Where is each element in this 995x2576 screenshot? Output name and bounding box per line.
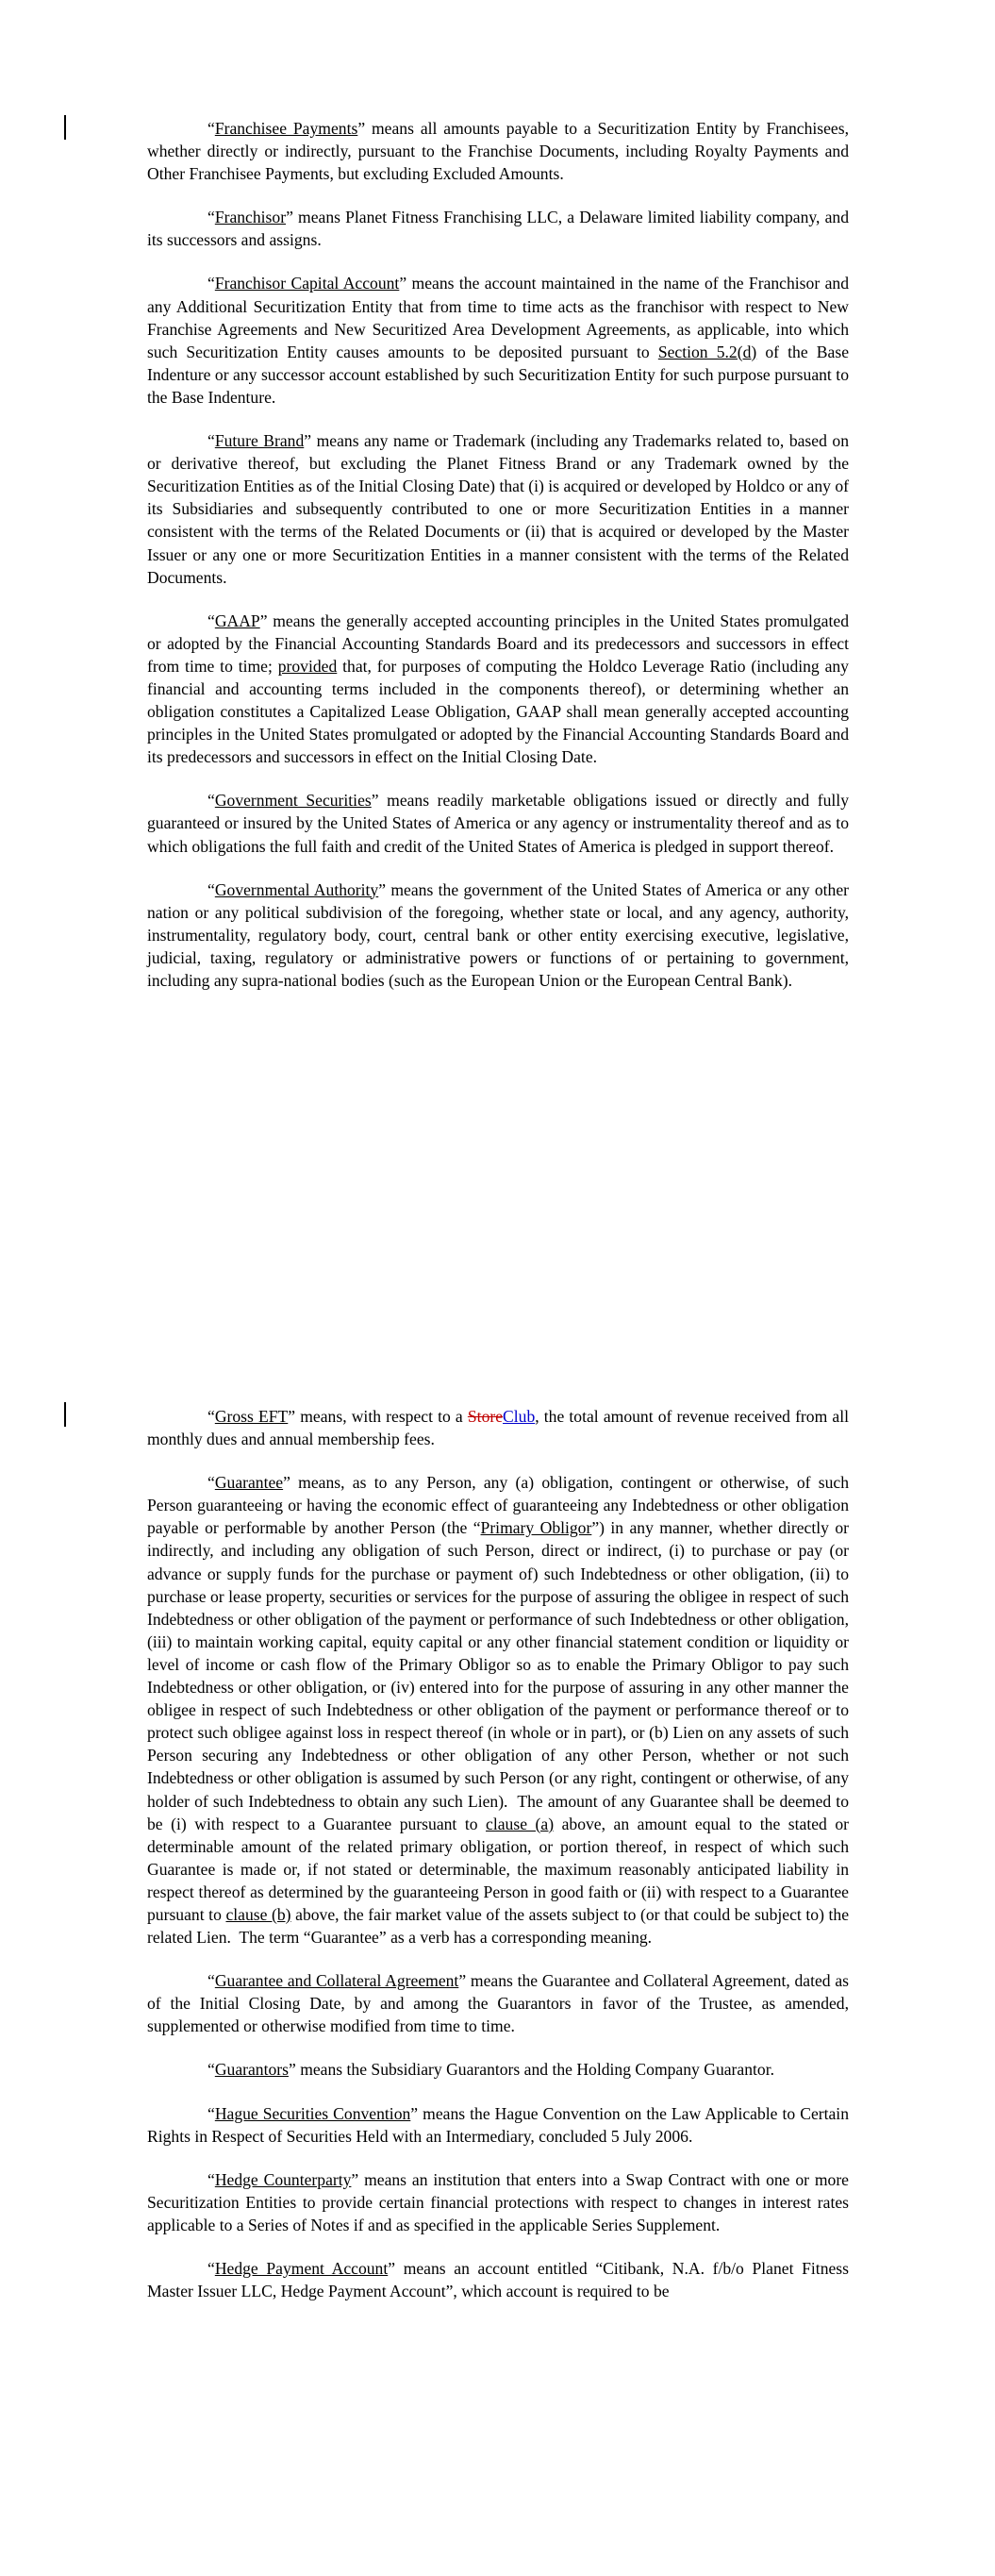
- defined-term: Governmental Authority: [214, 879, 379, 899]
- definition-franchisor: “Franchisor” means Planet Fitness Franchising LLC, a Delaware limited liability company, and its successors and assigns.: [147, 208, 849, 250]
- defined-term: Gross EFT: [214, 1407, 289, 1426]
- definition-hague-securities-convention: “Hague Securities Convention” means the Hague Convention on the Law Applicable to Certain Rights in Respect of Securities Held with an Intermediary, concluded 5 July 2006.: [147, 2103, 849, 2146]
- definition-franchisor-capital-account: “Franchisor Capital Account” means the account maintained in the name of the Franchisor and any Additional Securitization Entity that from time to time acts as the franchisor with respect to New Franchise Agreements and New Securitized Area Development Agreements, as applicable, into which such Securitization Entity causes amounts to be deposited pursuant to Section 5.2(d) of the Base Indenture or any successor account established by such Securitization Entity for such purpose pursuant to the Base Indenture.: [147, 274, 849, 407]
- defined-term: Guarantee and Collateral Agreement: [214, 1971, 459, 1991]
- definition-body: ” means the government of the United States of America or any other nation or any political subdivision of the foregoing, whether state or local, and any agency, authority, instrumentality, regulatory body, court, central bank or other entity exercising executive, legislative, judicial, taxing, regulatory or administrative powers or functions of or pertaining to government, including any supra-national bodies (such as the European Union or the European Central Bank).: [147, 879, 849, 990]
- definition-body: , the total amount of revenue received from all monthly dues and annual membership fees.: [147, 1407, 849, 1449]
- definition-gross-eft: “Gross EFT” means, with respect to a StoreClub, the total amount of revenue received from all monthly dues and annual membership fees.: [147, 1407, 849, 1449]
- page-2-text: [147, 1405, 849, 2323]
- defined-term: Hague Securities Convention: [214, 2103, 411, 2123]
- defined-term: Guarantors: [214, 2060, 289, 2080]
- definition-body: ” means, as to any Person, any (a) obligation, contingent or otherwise, of such Person guaranteeing or having the economic effect of guaranteeing any Indebtedness or other obligation payable or performable by another Person (the “: [147, 1473, 849, 1538]
- revision-change-bar: [64, 1402, 66, 1427]
- definition-franchisee-payments: “Franchisee Payments” means all amounts payable to a Securitization Entity by Franchisees, whether directly or indirectly, pursuant to the Franchise Documents, including Royalty Payments and Other Franchisee Payments, but excluding Excluded Amounts.: [147, 119, 849, 184]
- definition-gaap: “GAAP” means the generally accepted accounting principles in the United States promulgated or adopted by the Financial Accounting Standards Board and its predecessors and successors in effect from time to time; provided that, for purposes of computing the Holdco Leverage Ratio (including any financial and accounting terms included in the components thereof), or determining whether an obligation constitutes a Capitalized Lease Obligation, GAAP shall mean generally accepted accounting principles in the United States promulgated or adopted by the Financial Accounting Standards Board and its predecessors and successors in effect on the Initial Closing Date.: [147, 611, 849, 767]
- clause-reference: clause (b): [225, 1904, 291, 1924]
- defined-term: GAAP: [214, 611, 260, 630]
- definition-body: ” means the generally accepted accounting principles in the United States promulgated or adopted by the Financial Accounting Standards Board and its predecessors and successors in effect from time to time;: [147, 611, 849, 676]
- definition-guarantee: “Guarantee” means, as to any Person, any (a) obligation, contingent or otherwise, of such Person guaranteeing or having the economic effect of guaranteeing any Indebtedness or other obligation payable or performable by another Person (the “Primary Obligor”) in any manner, whether directly or indirectly, and including any obligation of such Person, direct or indirect, (i) to purchase or pay (or advance or supply funds for the purchase or payment of) such Indebtedness or other obligation, (ii) to purchase or lease property, securities or services for the purpose of assuring the obligee in respect of such Indebtedness or other obligation of the payment or performance of such Indebtedness or other obligation, (iii) to maintain working capital, equity capital or any other financial statement condition or liquidity or level of income or cash flow of the Primary Obligor so as to enable the Primary Obligor to pay such Indebtedness or other obligation, or (iv) entered into for the purpose of assuring in any other manner the obligee in respect of such Indebtedness or other obligation of the payment or performance thereof or to protect such obligee against loss in respect thereof (in whole or in part), or (b) Lien on any assets of such Person securing any Indebtedness or other obligation of any other Person, whether or not such Indebtedness or other obligation is assumed by such Person (or any right, contingent or otherwise, of any holder of such Indebtedness to obtain any such Lien). The amount of any Guarantee shall be deemed to be (i) with respect to a Guarantee pursuant to clause (a) above, an amount equal to the stated or determinable amount of the related primary obligation, or portion thereof, in respect of which such Guarantee is made or, if not stated or determinable, the maximum reasonably anticipated liability in respect thereof as determined by the guaranteeing Person in good faith or (ii) with respect to a Guarantee pursuant to clause (b) above, the fair market value of the assets subject to (or that could be subject to) the related Lien. The term “Guarantee” as a verb has a corresponding meaning.: [147, 1473, 850, 1948]
- defined-term: Guarantee: [214, 1473, 284, 1493]
- definition-governmental-authority: “Governmental Authority” means the government of the United States of America or any other nation or any political subdivision of the foregoing, whether state or local, and any agency, authority, instrumentality, regulatory body, court, central bank or other entity exercising executive, legislative, judicial, taxing, regulatory or administrative powers or functions of or pertaining to government, including any supra-national bodies (such as the European Union or the European Central Bank).: [147, 879, 849, 990]
- section-reference: Section 5.2(d): [657, 342, 757, 361]
- definition-body: ”) in any manner, whether directly or indirectly, and including any obligation of such Person, direct or indirect, (i) to purchase or pay (or advance or supply funds for the purchase or payment of) such Indebtedness or other obligation, (ii) to purchase or lease property, securities or services for the purpose of assuring the obligee in respect of such Indebtedness or other obligation of the payment or performance of such Indebtedness or other obligation, (iii) to maintain working capital, equity capital or any other financial statement condition or liquidity or level of income or cash flow of the Primary Obligor so as to enable the Primary Obligor to pay such Indebtedness or other obligation, or (iv) entered into for the purpose of assuring in any other manner the obligee in respect of such Indebtedness or other obligation of the payment or performance thereof or to protect such obligee against loss in respect thereof (in whole or in part), or (b) Lien on any assets of such Person securing any Indebtedness or other obligation of any other Person, whether or not such Indebtedness or other obligation is assumed by such Person (or any right, contingent or otherwise, of any holder of such Indebtedness to obtain any such Lien). The amount of any Guarantee shall be deemed to be (i) with respect to a Guarantee pursuant to: [147, 1518, 849, 1833]
- provided-underlined: provided: [277, 656, 338, 676]
- definition-guarantors: “Guarantors” means the Subsidiary Guarantors and the Holding Company Guarantor.: [207, 2060, 774, 2080]
- definition-body: above, an amount equal to the stated or determinable amount of the related primary obligation, or portion thereof, in respect of which such Guarantee is made or, if not stated or determinable, the maximum reasonably anticipated liability in respect thereof as determined by the guaranteeing Person in good faith or (ii) with respect to a Guarantee pursuant to: [147, 1814, 849, 1924]
- definition-body: ” means, with respect to a: [288, 1407, 468, 1426]
- definition-body: above, the fair market value of the assets subject to (or that could be subject to) the related Lien. The term “Guarantee” as a verb has a corresponding meaning.: [147, 1904, 850, 1948]
- defined-term: Franchisee Payments: [214, 119, 358, 138]
- definition-future-brand: “Future Brand” means any name or Trademark (including any Trademarks related to, based on or derivative thereof, but excluding the Planet Fitness Brand or any Trademark owned by the Securitization Entities as of the Initial Closing Date) that (i) is acquired or developed by Holdco or any of its Subsidiaries and subsequently contributed to one or more Securitization Entities in a manner consistent with the terms of the Related Documents or (ii) that is acquired or developed by the Master Issuer or any one or more Securitization Entities in a manner consistent with the terms of the Related Documents.: [147, 431, 849, 587]
- defined-term: Franchisor: [214, 208, 287, 227]
- definition-body: ” means all amounts payable to a Securitization Entity by Franchisees, whether directly or indirectly, pursuant to the Franchise Documents, including Royalty Payments and Other Franchisee Payments, but excluding Excluded Amounts.: [147, 119, 849, 184]
- definition-body: ” means any name or Trademark (including any Trademarks related to, based on or derivative thereof, but excluding the Planet Fitness Brand or any Trademark owned by the Securitization Entities as of the Initial Closing Date) that (i) is acquired or developed by Holdco or any of its Subsidiaries and subsequently contributed to one or more Securitization Entities in a manner consistent with the terms of the Related Documents or (ii) that is acquired or developed by the Master Issuer or any one or more Securitization Entities in a manner consistent with the terms of the Related Documents.: [147, 431, 849, 587]
- definition-body: ” means Planet Fitness Franchising LLC, a Delaware limited liability company, and its successors and assigns.: [147, 208, 849, 250]
- definition-body: ” means the Subsidiary Guarantors and the Holding Company Guarantor.: [288, 2060, 774, 2080]
- definition-guarantee-and-collateral-agreement: “Guarantee and Collateral Agreement” means the Guarantee and Collateral Agreement, dated as of the Initial Closing Date, by and among the Guarantors in favor of the Trustee, as amended, supplemented or otherwise modified from time to time.: [147, 1971, 850, 2036]
- definition-body: ” means readily marketable obligations issued or directly and fully guaranteed or insured by the United States of America or any agency or instrumentality thereof and as to which obligations the full faith and credit of the United States of America is pledged in support thereof.: [147, 791, 849, 856]
- defined-term: Hedge Payment Account: [214, 2259, 389, 2278]
- defined-term: Franchisor Capital Account: [214, 274, 400, 293]
- definition-government-securities: “Government Securities” means readily marketable obligations issued or directly and fully guaranteed or insured by the United States of America or any agency or instrumentality thereof and as to which obligations the full faith and credit of the United States of America is pledged in support thereof.: [147, 791, 849, 856]
- defined-term: Hedge Counterparty: [214, 2169, 352, 2189]
- defined-term: Future Brand: [214, 431, 305, 451]
- inserted-text: Club: [503, 1407, 536, 1426]
- document-page-2: [0, 1397, 995, 2576]
- clause-reference: clause (a): [486, 1814, 555, 1833]
- revision-change-bar: [64, 115, 66, 140]
- definition-body: ” means the account maintained in the name of the Franchisor and any Additional Securitization Entity that from time to time acts as the franchisor with respect to New Franchise Agreements and New Securitized Area Development Agreements, as applicable, into which such Securitization Entity causes amounts to be deposited pursuant to: [147, 274, 849, 361]
- defined-term: Government Securities: [214, 791, 372, 811]
- deleted-text: Store: [467, 1407, 504, 1426]
- definition-body: that, for purposes of computing the Holdco Leverage Ratio (including any financial and accounting terms included in the components thereof), or determining whether an obligation constitutes a Capitalized Lease Obligation, GAAP shall mean generally accepted accounting principles in the United States promulgated or adopted by the Financial Accounting Standards Board and its predecessors and successors in effect on the Initial Closing Date.: [147, 656, 849, 767]
- definition-hedge-payment-account: “Hedge Payment Account” means an account entitled “Citibank, N.A. f/b/o Planet Fitness Master Issuer LLC, Hedge Payment Account”, which account is required to be: [147, 2259, 849, 2301]
- definition-body: ” means the Hague Convention on the Law Applicable to Certain Rights in Respect of Securities Held with an Intermediary, concluded 5 July 2006.: [147, 2103, 849, 2146]
- page-1-text: [147, 117, 849, 1012]
- definition-body: of the Base Indenture or any successor account established by such Securitization Entity for such purpose pursuant to the Base Indenture.: [147, 342, 849, 407]
- definition-body: ” means the Guarantee and Collateral Agreement, dated as of the Initial Closing Date, by and among the Guarantors in favor of the Trustee, as amended, supplemented or otherwise modified from time to time.: [147, 1971, 850, 2036]
- primary-obligor-term: Primary Obligor: [480, 1518, 592, 1538]
- definition-body: ” means an account entitled “Citibank, N.A. f/b/o Planet Fitness Master Issuer LLC, Hedge Payment Account”, which account is required to be: [147, 2259, 849, 2301]
- definition-hedge-counterparty: “Hedge Counterparty” means an institution that enters into a Swap Contract with one or more Securitization Entities to provide certain financial protections with respect to changes in interest rates applicable to a Series of Notes if and as specified in the applicable Series Supplement.: [147, 2169, 849, 2234]
- definition-body: ” means an institution that enters into a Swap Contract with one or more Securitization Entities to provide certain financial protections with respect to changes in interest rates applicable to a Series of Notes if and as specified in the applicable Series Supplement.: [147, 2169, 849, 2234]
